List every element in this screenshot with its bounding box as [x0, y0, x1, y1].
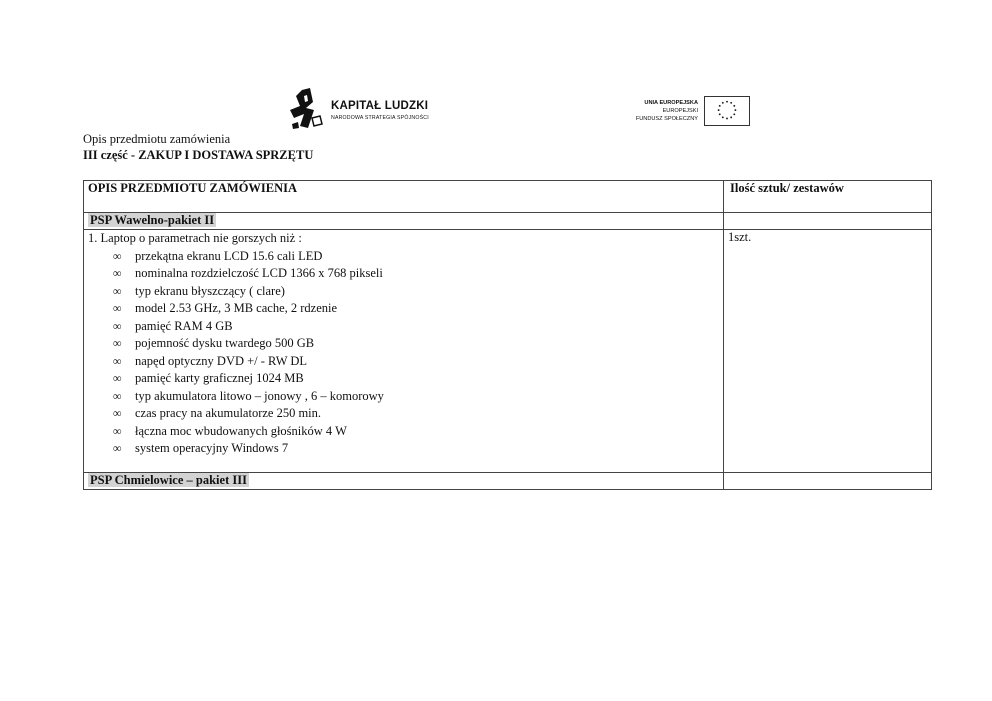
header-quantity: Ilość sztuk/ zestawów — [724, 181, 932, 213]
section-row-wawelno — [84, 213, 932, 230]
laptop-quantity: 1szt. — [724, 230, 932, 473]
item-row-laptop — [84, 230, 932, 473]
kapital-ludzki-logo — [288, 88, 438, 130]
list-item: ∞ napęd optyczny DVD +/ - RW DL — [113, 353, 723, 371]
list-item: ∞ łączna moc wbudowanych głośników 4 W — [113, 423, 723, 441]
kapital-ludzki-title: KAPITAŁ LUDZKI — [331, 100, 429, 112]
intro-block — [83, 131, 313, 163]
list-item: ∞ czas pracy na akumulatorze 250 min. — [113, 405, 723, 423]
eu-logo — [600, 96, 750, 130]
specification-table — [83, 180, 932, 490]
list-item: ∞ przekątna ekranu LCD 15.6 cali LED — [113, 248, 723, 266]
intro-heading: Opis przedmiotu zamówienia — [83, 132, 231, 146]
list-item: ∞ typ akumulatora litowo – jonowy , 6 – komorowy — [113, 388, 723, 406]
eu-logo-line2: EUROPEJSKI — [662, 108, 698, 114]
list-item: ∞ pojemność dysku twardego 500 GB — [113, 335, 723, 353]
laptop-description — [84, 230, 724, 473]
intro-part-title: III część - ZAKUP I DOSTAWA SPRZĘTU — [83, 148, 314, 162]
list-item: ∞ pamięć RAM 4 GB — [113, 318, 723, 336]
section-label-wawelno: PSP Wawelno-pakiet II — [90, 213, 215, 227]
list-item: ∞ typ ekranu błyszczący ( clare) — [113, 283, 723, 301]
list-item: ∞ system operacyjny Windows 7 — [113, 440, 723, 458]
header-description: OPIS PRZEDMIOTU ZAMÓWIENIA — [84, 181, 724, 213]
kapital-ludzki-emblem-icon — [288, 88, 328, 130]
kapital-ludzki-subtitle: NARODOWA STRATEGIA SPÓJNOŚCI — [331, 115, 429, 121]
eu-flag-icon — [704, 96, 750, 126]
eu-logo-text — [636, 99, 698, 123]
table-header-row — [84, 181, 932, 213]
eu-logo-line3: FUNDUSZ SPOŁECZNY — [635, 116, 698, 122]
laptop-parameters-list — [88, 248, 723, 458]
section-label-chmielowice: PSP Chmielowice – pakiet III — [90, 472, 247, 487]
list-item: ∞ nominalna rozdzielczość LCD 1366 x 768 pikseli — [113, 265, 723, 283]
list-item: ∞ model 2.53 GHz, 3 MB cache, 2 rdzenie — [113, 300, 723, 318]
list-item: ∞ pamięć karty graficznej 1024 MB — [113, 370, 723, 388]
eu-logo-line1: UNIA EUROPEJSKA — [644, 100, 698, 106]
section-row-chmielowice — [84, 472, 932, 489]
laptop-title: 1. Laptop o parametrach nie gorszych niż : — [88, 231, 302, 245]
